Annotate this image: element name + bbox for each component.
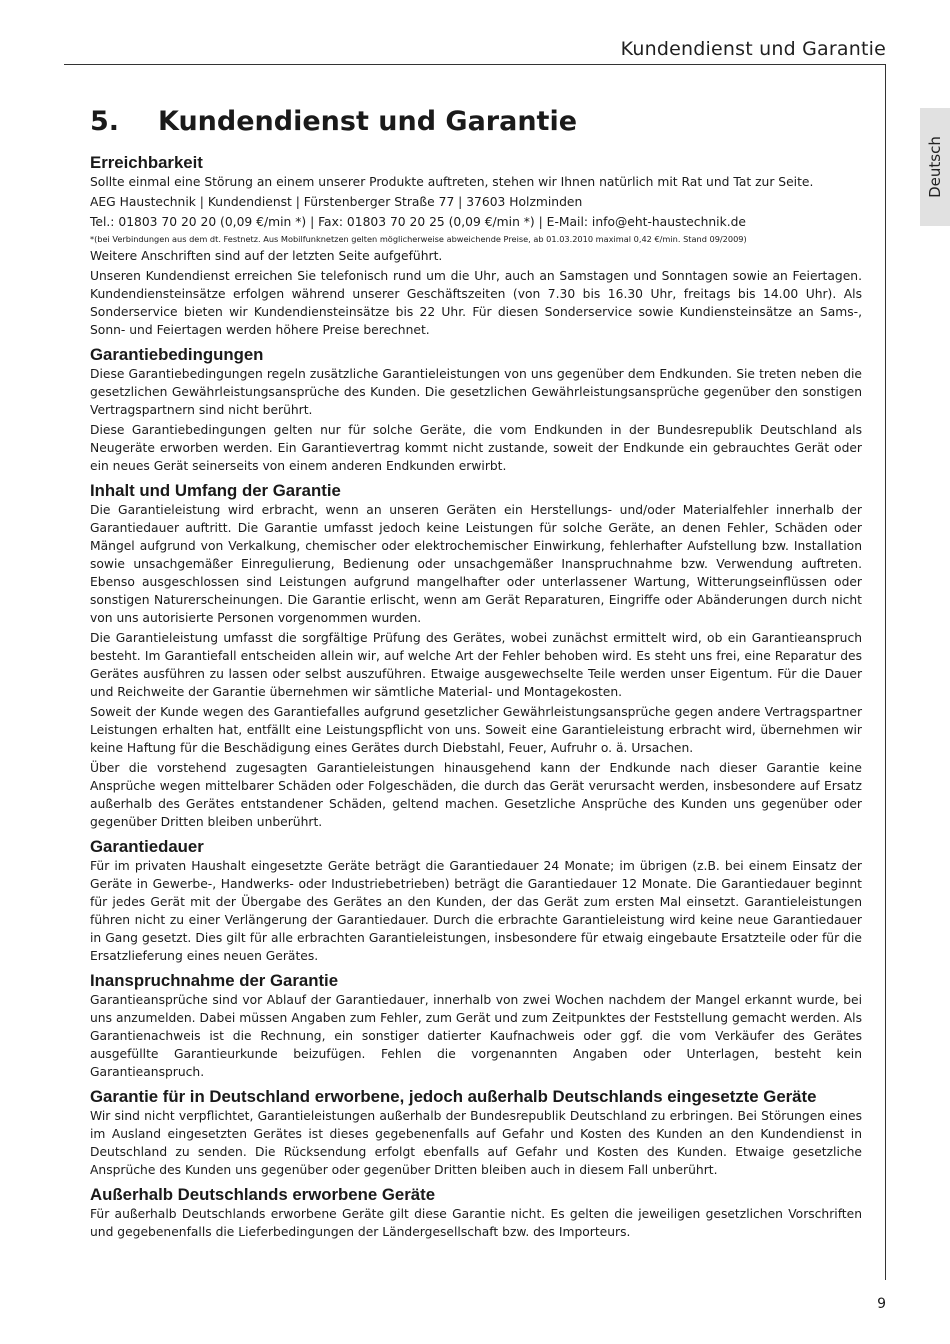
paragraph: Wir sind nicht verpflichtet, Garantieleistungen außerhalb der Bundesrepublik Deutschland zu erbringen. Bei Störungen eines im Ausland eingesetzten Gerätes ist dieses gegebenenfalls auf Gefahr und Kosten des Kunden an den Kundendienst in Deutschland zu senden. Die Rücksendung erfolgt ebenfalls auf Gefahr und Kosten des Kunden. Etwaige gesetzliche Ansprüche des Kunden uns gegenüber oder gegenüber Dritten bleiben auch in diesem Fall unberührt. xyxy=(90,1109,862,1177)
section-inhalt-umfang xyxy=(90,480,862,831)
header-rule xyxy=(64,64,886,65)
section-heading: Außerhalb Deutschlands erworbene Geräte xyxy=(90,1185,436,1204)
paragraph: Unseren Kundendienst erreichen Sie telefonisch rund um die Uhr, auch an Samstagen und Sonntagen sowie an Feiertagen. Kundendiensteinsätze erfolgen während unserer Geschäftszeiten (von 7.30 bis 16.30 Uhr, freitags bis 14.00 Uhr). Als Sonderservice bieten wir Kundendiensteinsätze bis 22 Uhr. Für diesen Sonderservice sowie Kundiensteinsätze an Sams-, Sonn- und Feiertagen werden höhere Preise berechnet. xyxy=(90,269,862,337)
paragraph: Über die vorstehend zugesagten Garantieleistungen hinausgehend kann der Endkunde nach dieser Garantie keine Ansprüche wegen mittelbarer Schäden oder Folgeschäden, die durch das Gerät verursacht werden, insbesondere auf Ersatz außerhalb des Gerätes entstandener Schäden, geltend machen. Gesetzliche Ansprüche des Kunden uns gegenüber oder gegenüber Dritten bleiben unberührt. xyxy=(90,761,862,829)
paragraph: Für außerhalb Deutschlands erworbene Geräte gilt diese Garantie nicht. Es gelten die jeweiligen gesetzlichen Vorschriften und gegebenenfalls die Lieferbedingungen der Ländergesellschaft bzw. des Importeurs. xyxy=(90,1207,862,1239)
section-garantie-ausland xyxy=(90,1086,862,1179)
section-heading: Inanspruchnahme der Garantie xyxy=(90,971,339,990)
section-heading: Garantie für in Deutschland erworbene, jedoch außerhalb Deutschlands eingesetzte Geräte xyxy=(90,1087,817,1106)
paragraph: Die Garantieleistung umfasst die sorgfältige Prüfung des Gerätes, wobei zunächst ermittelt wird, ob ein Garantieanspruch besteht. Im Garantiefall entscheiden allein wir, auf welche Art der Fehler behoben wird. Es steht uns frei, eine Reparatur des Gerätes ausführen zu lassen oder selbst auszuführen. Etwaige ausgewechselte Teile werden unser Eigentum. Für die Dauer und Reichweite der Garantie übernehmen wir sämtliche Material- und Montagekosten. xyxy=(90,631,862,699)
section-heading: Garantiebedingungen xyxy=(90,345,264,364)
section-erreichbarkeit xyxy=(90,152,862,339)
contact-line: Tel.: 01803 70 20 20 (0,09 €/min *) | Fax: 01803 70 20 25 (0,09 €/min *) | E-Mail: info@eht-haustechnik.de xyxy=(90,215,746,229)
language-tab-label: Deutsch xyxy=(926,136,944,198)
section-inanspruchnahme xyxy=(90,970,862,1081)
section-heading: Garantiedauer xyxy=(90,837,204,856)
chapter-title: Kundendienst und Garantie xyxy=(158,106,578,137)
paragraph: Garantieansprüche sind vor Ablauf der Garantiedauer, innerhalb von zwei Wochen nachdem der Mangel erkannt wurde, bei uns anzumelden. Dabei müssen Angaben zum Fehler, zum Gerät und zum Zeitpunktes der Feststellung gemacht werden. Als Garantienachweis ist die Rechnung, ein sonstiger datierter Kaufnachweis oder ggf. die vom Verkäufer des Gerätes ausgefüllte Garantieurkunde beizufügen. Fehlen die vorgenannten Angaben oder Unterlagen, besteht kein Garantieanspruch. xyxy=(90,993,862,1079)
paragraph: Diese Garantiebedingungen regeln zusätzliche Garantieleistungen von uns gegenüber dem Endkunden. Sie treten neben die gesetzlichen Gewährleistungsansprüche des Kunden. Die gesetzlichen Gewährleistungsansprüche gegenüber den sonstigen Vertragspartnern sind nicht berührt. xyxy=(90,367,862,417)
paragraph: Weitere Anschriften sind auf der letzten Seite aufgeführt. xyxy=(90,249,443,263)
paragraph: Soweit der Kunde wegen des Garantiefalles aufgrund gesetzlicher Gewährleistungsansprüche gegen andere Vertragspartner Leistungen erhalten hat, entfällt eine Leistungspflicht von uns. Soweit eine Garantieleistung erbracht wird, übernehmen wir keine Haftung für die Beschädigung eines Gerätes durch Diebstahl, Feuer, Aufruhr o. ä. Ursachen. xyxy=(90,705,862,755)
paragraph: Sollte einmal eine Störung an einem unserer Produkte auftreten, stehen wir Ihnen natürlich mit Rat und Tat zur Seite. xyxy=(90,175,814,189)
paragraph: Die Garantieleistung wird erbracht, wenn an unseren Geräten ein Herstellungs- und/oder Materialfehler innerhalb der Garantiedauer auftritt. Die Garantie umfasst jedoch keine Leistungen für solche Geräte, an denen Fehler, Schäden oder Mängel aufgrund von Verkalkung, chemischer oder elektrochemischer Einwirkung, fehlerhafter Aufstellung bzw. Installation sowie unsachgemäßer Einregulierung, Bedienung oder unsachgemäßer Inanspruchnahme bzw. Verwendung auftreten. Ebenso ausgeschlossen sind Leistungen aufgrund mangelhafter oder unterlassener Wartung, Witterungseinflüssen oder sonstigen Naturerscheinungen. Die Garantie erlischt, wenn am Gerät Reparaturen, Eingriffe oder Abänderungen durch nicht von uns autorisierte Personen vorgenommen wurden. xyxy=(90,503,862,625)
section-ausserhalb-erworben xyxy=(90,1184,862,1241)
price-footnote: *(bei Verbindungen aus dem dt. Festnetz. Aus Mobilfunknetzen gelten möglicherweise abweichende Preise, ab 01.03.2010 maximal 0,42 €/min. Stand 09/2009) xyxy=(90,234,747,244)
address-line: AEG Haustechnik | Kundendienst | Fürstenberger Straße 77 | 37603 Holzminden xyxy=(90,195,583,209)
section-heading: Erreichbarkeit xyxy=(90,153,203,172)
chapter-heading xyxy=(90,102,862,142)
section-heading: Inhalt und Umfang der Garantie xyxy=(90,481,341,500)
running-head: Kundendienst und Garantie xyxy=(620,38,886,60)
paragraph: Diese Garantiebedingungen gelten nur für solche Geräte, die vom Endkunden in der Bundesrepublik Deutschland als Neugeräte erworben werden. Ein Garantievertrag kommt nicht zustande, soweit der Endkunde ein gebrauchtes Gerät oder ein neues Gerät seinerseits von einem anderen Endkunden erwirbt. xyxy=(90,423,862,473)
chapter-number: 5. xyxy=(90,106,120,137)
language-tab xyxy=(920,108,950,226)
page-number: 9 xyxy=(877,1296,886,1312)
paragraph: Für im privaten Haushalt eingesetzte Geräte beträgt die Garantiedauer 24 Monate; im übrigen (z.B. bei einem Einsatz der Geräte in Gewerbe-, Handwerks- oder Industriebetrieben) beträgt die Garantiedauer 12 Monate. Die Garantiedauer beginnt für jedes Gerät mit der Übergabe des Gerätes an den Kunden, der das Gerät zum ersten Mal einsetzt. Garantieleistungen führen nicht zu einer Verlängerung der Garantiedauer. Durch die erbrachte Garantieleistung wird keine neue Garantiedauer in Gang gesetzt. Dies gilt für alle erbrachten Garantieleistungen, insbesondere für etwaig eingebaute Ersatzteile oder für die Ersatzlieferung eines neuen Gerätes. xyxy=(90,859,862,963)
section-garantiedauer xyxy=(90,836,862,965)
section-garantiebedingungen xyxy=(90,344,862,475)
margin-rule xyxy=(885,64,886,1280)
page-content xyxy=(90,102,862,1246)
